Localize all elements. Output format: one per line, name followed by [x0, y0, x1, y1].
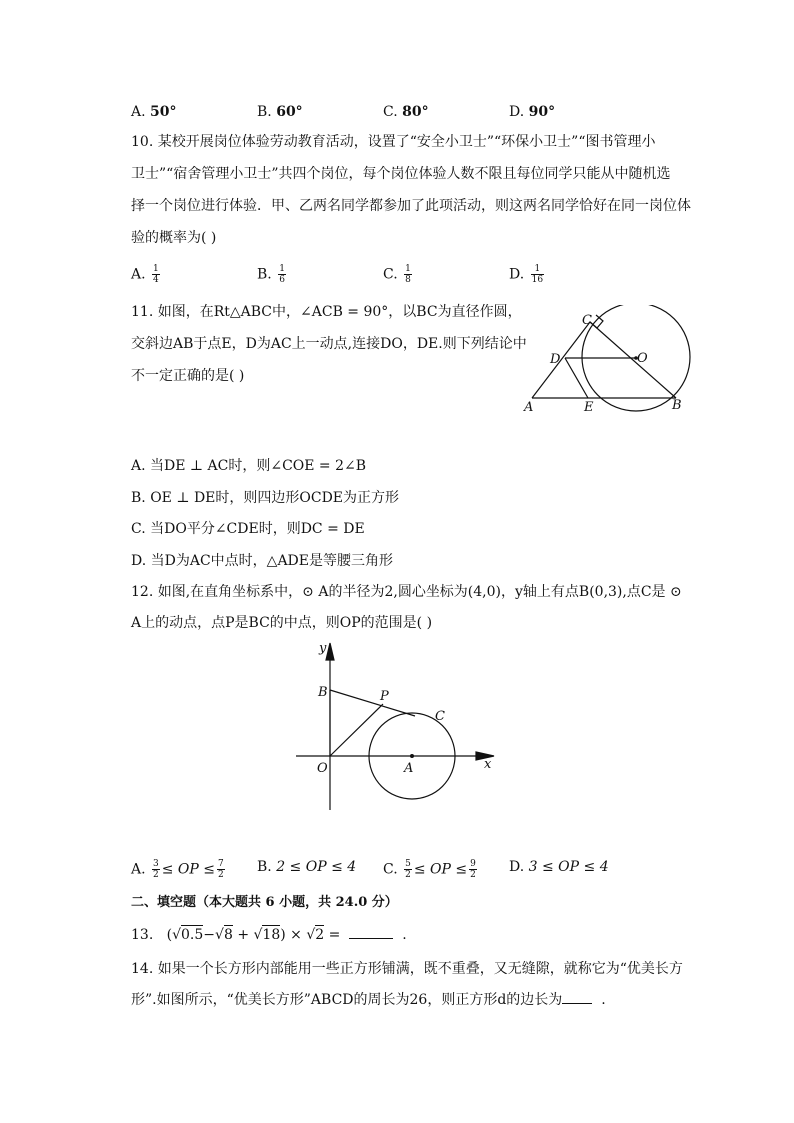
label-b: B [318, 685, 328, 700]
option-letter: B. [257, 266, 272, 283]
label-c: C [582, 313, 592, 328]
radicand: 2 [315, 927, 325, 943]
q12-option-a [131, 859, 227, 880]
fraction [404, 859, 412, 880]
q11-line-2: 交斜边AB于点E，D为AC上一动点,连接DO，DE.则下列结论中 [131, 336, 527, 352]
fraction-denominator: 6 [279, 275, 285, 285]
fraction-numerator: 1 [279, 264, 285, 274]
radicand: 0.5 [181, 927, 204, 943]
q11-option-b: B. OE ⊥ DE时，则四边形OCDE为正方形 [131, 490, 400, 506]
paren-open: ( [166, 927, 173, 943]
radicand: 8 [223, 927, 233, 943]
fraction [152, 859, 160, 880]
paren-close: ) × [280, 927, 302, 943]
label-p: P [380, 689, 389, 704]
q9-option-c [383, 104, 429, 120]
option-letter: A. [131, 861, 146, 878]
option-letter: A. [131, 266, 146, 283]
period: . [402, 927, 407, 943]
q10-line-3: 择一个岗位进行体验．甲、乙两名同学都参加了此项活动，则这两名同学恰好在同一岗位体 [131, 198, 691, 214]
fraction-numerator: 5 [405, 859, 411, 869]
option-value: 50° [150, 104, 177, 120]
option-letter: B. [257, 859, 272, 875]
fraction-denominator: 2 [470, 870, 476, 880]
q10-line-4: 验的概率为( ) [131, 230, 217, 246]
option-letter: C. [383, 861, 398, 878]
fraction-denominator: 2 [153, 870, 159, 880]
q12-figure [290, 640, 505, 815]
q14-line-1: 14. 如果一个长方形内部能用一些正方形铺满，既不重叠，又无缝隙，就称它为“优美长方 [131, 961, 683, 977]
q11-line-3: 不一定正确的是( ) [131, 368, 245, 384]
minus: − [203, 927, 216, 943]
segment-de [565, 358, 588, 398]
segment-bc [330, 690, 415, 716]
y-axis-arrow [326, 643, 334, 660]
q9-option-b [257, 104, 303, 120]
point-a [410, 754, 414, 758]
fraction-numerator: 7 [218, 859, 224, 869]
q12-option-d [509, 859, 609, 875]
fraction-numerator: 9 [470, 859, 476, 869]
segment-op [330, 704, 383, 756]
option-letter: D. [509, 266, 525, 283]
fraction [469, 859, 477, 880]
q11-option-a: A. 当DE ⊥ AC时，则∠COE = 2∠B [131, 458, 367, 474]
q10-option-b [257, 264, 288, 285]
option-value: 80° [402, 104, 429, 120]
fraction-numerator: 1 [153, 264, 159, 274]
question-number: 13. [131, 927, 154, 943]
inequality: 2 ≤ OP ≤ 4 [276, 859, 357, 875]
label-c: C [435, 709, 445, 724]
option-value: 90° [528, 104, 556, 120]
fraction-denominator: 2 [218, 870, 224, 880]
label-d: D [550, 352, 561, 367]
q11-figure [520, 305, 700, 420]
option-letter: D. [509, 104, 525, 120]
q12-line-2: A上的动点，点P是BC的中点，则OP的范围是( ) [131, 615, 433, 631]
option-letter: C. [383, 104, 398, 120]
segment-cb [590, 322, 676, 398]
equals: = [328, 927, 341, 943]
fraction-numerator: 1 [405, 264, 411, 274]
period: . [601, 992, 606, 1008]
inequality: 3 ≤ OP ≤ 4 [528, 859, 609, 875]
label-b: B [672, 398, 682, 413]
section-title: 二、填空题（本大题共 6 小题，共 24.0 分） [131, 895, 398, 910]
fraction-denominator: 16 [531, 275, 544, 285]
q10-option-c [383, 264, 414, 285]
inequality: ≤ OP ≤ [161, 861, 216, 878]
label-o: O [317, 761, 328, 776]
radicand: 18 [262, 927, 281, 943]
q14-text: 形”.如图所示，“优美长方形”ABCD的周长为26，则正方形d的边长为 [131, 992, 563, 1008]
fraction [152, 264, 160, 285]
q14-line-2 [131, 992, 606, 1008]
answer-blank[interactable] [349, 938, 393, 939]
q12-line-1: 12. 如图,在直角坐标系中，⊙ A的半径为2,圆心坐标为(4,0)，y轴上有点B(0,3),点C是 ⊙ [131, 584, 682, 600]
sqrt-icon: √ [215, 927, 224, 943]
option-letter: B. [257, 104, 272, 120]
plus: + [237, 927, 250, 943]
fraction-denominator: 4 [153, 275, 159, 285]
answer-blank[interactable] [562, 1003, 592, 1004]
q10-line-1: 10. 某校开展岗位体验劳动教育活动，设置了“安全小卫士”“环保小卫士”“图书管理小 [131, 134, 656, 150]
q12-option-b [257, 859, 356, 875]
label-x: x [484, 757, 492, 772]
fraction-numerator: 3 [153, 859, 159, 869]
q11-option-c: C. 当DO平分∠CDE时，则DC = DE [131, 521, 365, 537]
q13-line [131, 927, 407, 943]
label-e: E [584, 400, 594, 415]
sqrt-icon: √ [253, 927, 263, 943]
q10-line-2: 卫士”“宿舍管理小卫士”共四个岗位，每个岗位体验人数不限且每位同学只能从中随机选 [131, 166, 671, 182]
q10-option-a [131, 264, 162, 285]
option-letter: C. [383, 266, 398, 283]
fraction [217, 859, 225, 880]
fraction [531, 264, 544, 285]
fraction-denominator: 8 [405, 275, 411, 285]
q9-option-a [131, 104, 177, 120]
option-value: 60° [276, 104, 303, 120]
label-y: y [319, 641, 327, 656]
sqrt-icon: √ [172, 927, 182, 943]
fraction-numerator: 1 [531, 264, 544, 275]
inequality: ≤ OP ≤ [413, 861, 468, 878]
fraction-denominator: 2 [405, 870, 411, 880]
sqrt-icon: √ [306, 927, 316, 943]
q11-line-1: 11. 如图，在Rt△ABC中，∠ACB = 90°，以BC为直径作圆， [131, 304, 522, 320]
label-a: A [524, 400, 534, 415]
label-a: A [404, 761, 414, 776]
q11-option-d: D. 当D为AC中点时，△ADE是等腰三角形 [131, 553, 393, 569]
option-letter: A. [131, 104, 146, 120]
q10-option-d [509, 264, 546, 285]
fraction [278, 264, 286, 285]
label-o: O [637, 351, 648, 366]
option-letter: D. [509, 859, 525, 875]
q12-option-c [383, 859, 479, 880]
q9-option-d [509, 104, 555, 120]
fraction [404, 264, 412, 285]
